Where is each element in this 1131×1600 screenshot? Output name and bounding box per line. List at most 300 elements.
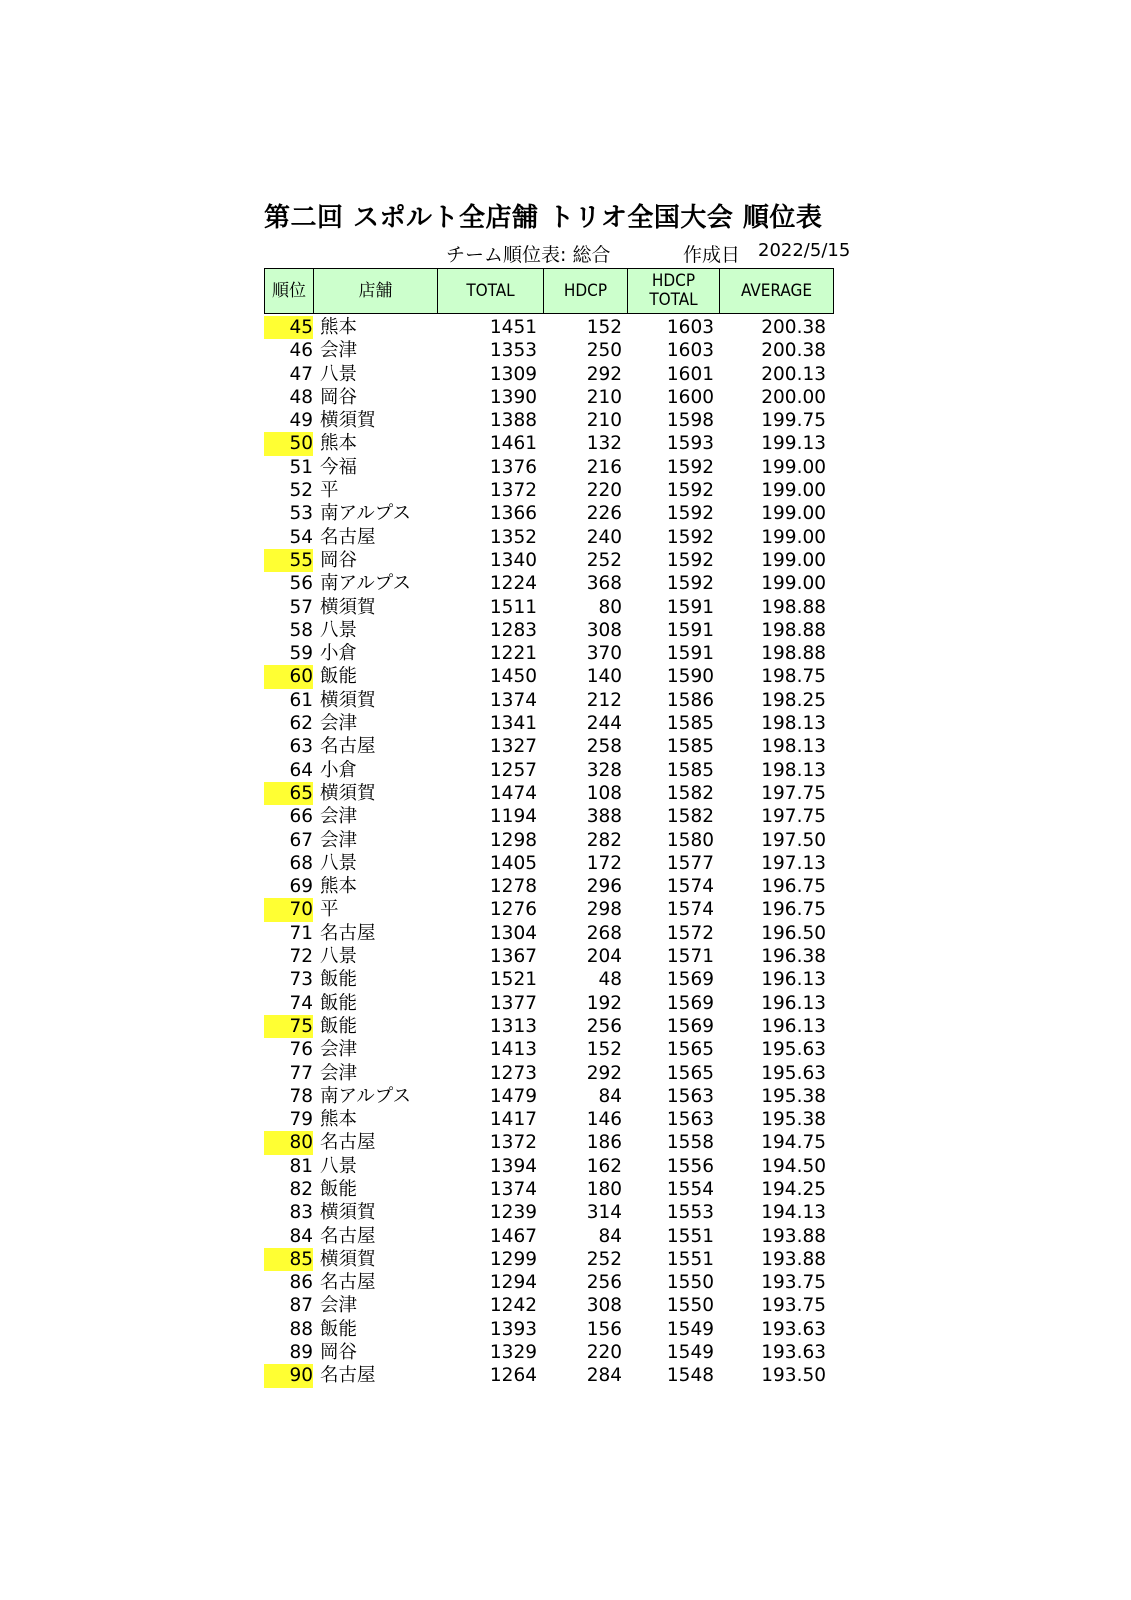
hdcp-cell: 240 <box>586 526 622 548</box>
hdcp-total-cell: 1549 <box>666 1318 714 1340</box>
rank-cell: 83 <box>289 1202 313 1224</box>
table-row <box>264 642 847 665</box>
total-cell: 1299 <box>489 1248 537 1270</box>
table-row <box>264 1341 847 1364</box>
hdcp-total-cell: 1569 <box>666 992 714 1014</box>
average-cell: 193.50 <box>761 1365 826 1387</box>
rank-cell: 80 <box>264 1131 313 1154</box>
hdcp-total-cell: 1550 <box>666 1272 714 1294</box>
store-cell: 南アルプス <box>320 503 412 525</box>
rank-cell: 50 <box>264 432 313 455</box>
store-cell: 会津 <box>320 829 358 851</box>
store-cell: 横須賀 <box>320 1202 376 1224</box>
total-cell: 1367 <box>489 946 537 968</box>
rank-cell: 61 <box>289 689 313 711</box>
average-cell: 194.50 <box>761 1155 826 1177</box>
average-cell: 197.50 <box>761 829 826 851</box>
average-cell: 193.75 <box>761 1272 826 1294</box>
header-rank: 順位 <box>265 269 314 314</box>
hdcp-cell: 186 <box>586 1132 622 1154</box>
hdcp-cell: 292 <box>586 363 622 385</box>
hdcp-cell: 328 <box>586 759 622 781</box>
total-cell: 1461 <box>489 433 537 455</box>
table-row <box>264 735 847 758</box>
average-cell: 200.00 <box>761 386 826 408</box>
store-cell: 横須賀 <box>320 1248 376 1270</box>
average-cell: 197.13 <box>761 852 826 874</box>
hdcp-total-cell: 1577 <box>666 852 714 874</box>
table-row <box>264 1225 847 1248</box>
table-row <box>264 898 847 921</box>
rank-cell: 71 <box>289 922 313 944</box>
hdcp-total-cell: 1600 <box>666 386 714 408</box>
total-cell: 1451 <box>489 317 537 338</box>
store-cell: 平 <box>320 899 339 921</box>
hdcp-cell: 298 <box>586 899 622 921</box>
hdcp-total-cell: 1592 <box>666 456 714 478</box>
store-cell: 名古屋 <box>320 1225 376 1247</box>
total-cell: 1273 <box>489 1062 537 1084</box>
average-cell: 200.38 <box>761 340 826 362</box>
total-cell: 1405 <box>489 852 537 874</box>
rank-cell: 84 <box>289 1225 313 1247</box>
store-cell: 会津 <box>320 340 358 362</box>
rank-cell: 59 <box>289 643 313 665</box>
table-row <box>264 922 847 945</box>
total-cell: 1474 <box>489 782 537 804</box>
total-cell: 1374 <box>489 689 537 711</box>
hdcp-total-cell: 1592 <box>666 503 714 525</box>
average-cell: 198.13 <box>761 713 826 735</box>
hdcp-cell: 250 <box>586 340 622 362</box>
hdcp-cell: 244 <box>586 713 622 735</box>
rank-cell: 75 <box>264 1015 313 1038</box>
average-cell: 199.13 <box>761 433 826 455</box>
store-cell: 南アルプス <box>320 573 412 595</box>
hdcp-cell: 180 <box>586 1178 622 1200</box>
table-row <box>264 945 847 968</box>
rank-cell: 72 <box>289 946 313 968</box>
average-cell: 199.00 <box>761 456 826 478</box>
table-row <box>264 1248 847 1271</box>
store-cell: 名古屋 <box>320 922 376 944</box>
rank-cell: 79 <box>289 1109 313 1131</box>
rank-cell: 74 <box>289 992 313 1014</box>
header-average: AVERAGE <box>720 269 834 314</box>
store-cell: 横須賀 <box>320 782 376 804</box>
average-cell: 193.63 <box>761 1318 826 1340</box>
hdcp-total-cell: 1569 <box>666 969 714 991</box>
rank-cell: 52 <box>289 480 313 502</box>
hdcp-total-cell: 1569 <box>666 1015 714 1037</box>
total-cell: 1283 <box>489 619 537 641</box>
average-cell: 196.13 <box>761 992 826 1014</box>
rank-cell: 89 <box>289 1342 313 1364</box>
store-cell: 名古屋 <box>320 1132 376 1154</box>
rank-cell: 76 <box>289 1039 313 1061</box>
header-hdcp-total-line1: HDCP <box>651 271 696 291</box>
store-cell: 八景 <box>320 363 358 385</box>
hdcp-total-cell: 1565 <box>666 1039 714 1061</box>
table-row <box>264 829 847 852</box>
rank-cell: 87 <box>289 1295 313 1317</box>
hdcp-total-cell: 1556 <box>666 1155 714 1177</box>
average-cell: 200.38 <box>761 317 826 338</box>
total-cell: 1264 <box>489 1365 537 1387</box>
store-cell: 熊本 <box>320 317 358 338</box>
hdcp-total-cell: 1582 <box>666 782 714 804</box>
store-cell: 名古屋 <box>320 736 376 758</box>
average-cell: 195.63 <box>761 1039 826 1061</box>
table-row <box>264 409 847 432</box>
header-hdcp: HDCP <box>544 269 628 314</box>
hdcp-cell: 204 <box>586 946 622 968</box>
table-row <box>264 1015 847 1038</box>
rank-cell: 60 <box>264 665 313 688</box>
hdcp-total-cell: 1563 <box>666 1085 714 1107</box>
table-row <box>264 875 847 898</box>
store-cell: 名古屋 <box>320 526 376 548</box>
average-cell: 199.00 <box>761 549 826 571</box>
hdcp-cell: 292 <box>586 1062 622 1084</box>
table-row <box>264 386 847 409</box>
store-cell: 八景 <box>320 1155 358 1177</box>
store-cell: 岡谷 <box>320 1342 358 1364</box>
average-cell: 196.38 <box>761 946 826 968</box>
rank-cell: 53 <box>289 503 313 525</box>
average-cell: 199.75 <box>761 410 826 432</box>
average-cell: 198.25 <box>761 689 826 711</box>
hdcp-total-cell: 1592 <box>666 526 714 548</box>
hdcp-total-cell: 1598 <box>666 410 714 432</box>
total-cell: 1276 <box>489 899 537 921</box>
header-total: TOTAL <box>438 269 544 314</box>
hdcp-cell: 226 <box>586 503 622 525</box>
average-cell: 199.00 <box>761 573 826 595</box>
rank-cell: 90 <box>264 1364 313 1387</box>
store-cell: 飯能 <box>320 992 358 1014</box>
rank-cell: 49 <box>289 410 313 432</box>
total-cell: 1377 <box>489 992 537 1014</box>
hdcp-cell: 84 <box>598 1225 622 1247</box>
table-subtitle: チーム順位表: 総合 <box>446 244 611 266</box>
rank-cell: 70 <box>264 898 313 921</box>
rank-cell: 51 <box>289 456 313 478</box>
hdcp-total-cell: 1601 <box>666 363 714 385</box>
total-cell: 1341 <box>489 713 537 735</box>
hdcp-total-cell: 1565 <box>666 1062 714 1084</box>
hdcp-cell: 156 <box>586 1318 622 1340</box>
table-row <box>264 665 847 688</box>
hdcp-cell: 308 <box>586 1295 622 1317</box>
hdcp-total-cell: 1554 <box>666 1178 714 1200</box>
average-cell: 198.13 <box>761 736 826 758</box>
average-cell: 195.63 <box>761 1062 826 1084</box>
average-cell: 193.88 <box>761 1248 826 1270</box>
hdcp-cell: 282 <box>586 829 622 851</box>
hdcp-total-cell: 1603 <box>666 317 714 338</box>
store-cell: 飯能 <box>320 969 358 991</box>
table-row <box>264 596 847 619</box>
total-cell: 1278 <box>489 876 537 898</box>
hdcp-cell: 252 <box>586 1248 622 1270</box>
column-header-row <box>264 268 834 314</box>
hdcp-total-cell: 1574 <box>666 876 714 898</box>
hdcp-total-cell: 1563 <box>666 1109 714 1131</box>
store-cell: 岡谷 <box>320 549 358 571</box>
hdcp-total-cell: 1585 <box>666 713 714 735</box>
rank-cell: 47 <box>289 363 313 385</box>
hdcp-total-cell: 1551 <box>666 1225 714 1247</box>
hdcp-total-cell: 1592 <box>666 573 714 595</box>
table-row <box>264 1131 847 1154</box>
rank-cell: 46 <box>289 340 313 362</box>
hdcp-total-cell: 1550 <box>666 1295 714 1317</box>
store-cell: 飯能 <box>320 1318 358 1340</box>
total-cell: 1352 <box>489 526 537 548</box>
store-cell: 八景 <box>320 619 358 641</box>
total-cell: 1417 <box>489 1109 537 1131</box>
store-cell: 南アルプス <box>320 1085 412 1107</box>
rank-cell: 56 <box>289 573 313 595</box>
hdcp-cell: 368 <box>586 573 622 595</box>
total-cell: 1372 <box>489 1132 537 1154</box>
average-cell: 198.88 <box>761 596 826 618</box>
rank-cell: 77 <box>289 1062 313 1084</box>
total-cell: 1313 <box>489 1015 537 1037</box>
average-cell: 194.25 <box>761 1178 826 1200</box>
average-cell: 195.38 <box>761 1085 826 1107</box>
store-cell: 会津 <box>320 1295 358 1317</box>
rank-cell: 68 <box>289 852 313 874</box>
store-cell: 横須賀 <box>320 410 376 432</box>
total-cell: 1467 <box>489 1225 537 1247</box>
total-cell: 1479 <box>489 1085 537 1107</box>
hdcp-cell: 284 <box>586 1365 622 1387</box>
store-cell: 小倉 <box>320 759 358 781</box>
table-row <box>264 968 847 991</box>
store-cell: 八景 <box>320 852 358 874</box>
rank-cell: 78 <box>289 1085 313 1107</box>
rank-cell: 48 <box>289 386 313 408</box>
average-cell: 196.13 <box>761 1015 826 1037</box>
total-cell: 1511 <box>489 596 537 618</box>
hdcp-cell: 146 <box>586 1109 622 1131</box>
total-cell: 1390 <box>489 386 537 408</box>
average-cell: 196.75 <box>761 876 826 898</box>
hdcp-total-cell: 1553 <box>666 1202 714 1224</box>
hdcp-cell: 212 <box>586 689 622 711</box>
hdcp-cell: 172 <box>586 852 622 874</box>
table-row <box>264 1108 847 1131</box>
rank-cell: 66 <box>289 806 313 828</box>
hdcp-total-cell: 1591 <box>666 619 714 641</box>
rank-cell: 65 <box>264 782 313 805</box>
total-cell: 1372 <box>489 480 537 502</box>
average-cell: 197.75 <box>761 782 826 804</box>
rank-cell: 73 <box>289 969 313 991</box>
hdcp-cell: 108 <box>586 782 622 804</box>
store-cell: 飯能 <box>320 1178 358 1200</box>
hdcp-cell: 162 <box>586 1155 622 1177</box>
hdcp-cell: 216 <box>586 456 622 478</box>
total-cell: 1450 <box>489 666 537 688</box>
hdcp-total-cell: 1580 <box>666 829 714 851</box>
ranking-table-body <box>264 316 847 1388</box>
table-row <box>264 712 847 735</box>
hdcp-total-cell: 1586 <box>666 689 714 711</box>
hdcp-total-cell: 1603 <box>666 340 714 362</box>
table-row <box>264 1085 847 1108</box>
hdcp-cell: 268 <box>586 922 622 944</box>
average-cell: 196.50 <box>761 922 826 944</box>
table-row <box>264 432 847 455</box>
hdcp-cell: 256 <box>586 1272 622 1294</box>
hdcp-cell: 308 <box>586 619 622 641</box>
header-hdcp-total <box>628 269 720 314</box>
rank-cell: 54 <box>289 526 313 548</box>
hdcp-total-cell: 1591 <box>666 643 714 665</box>
store-cell: 小倉 <box>320 643 358 665</box>
average-cell: 193.75 <box>761 1295 826 1317</box>
hdcp-cell: 84 <box>598 1085 622 1107</box>
hdcp-cell: 258 <box>586 736 622 758</box>
table-row <box>264 1318 847 1341</box>
store-cell: 今福 <box>320 456 358 478</box>
rank-cell: 81 <box>289 1155 313 1177</box>
hdcp-total-cell: 1551 <box>666 1248 714 1270</box>
rank-cell: 85 <box>264 1248 313 1271</box>
average-cell: 199.00 <box>761 503 826 525</box>
hdcp-cell: 296 <box>586 876 622 898</box>
hdcp-cell: 48 <box>598 969 622 991</box>
store-cell: 名古屋 <box>320 1272 376 1294</box>
table-row <box>264 549 847 572</box>
store-cell: 熊本 <box>320 433 358 455</box>
hdcp-total-cell: 1591 <box>666 596 714 618</box>
store-cell: 名古屋 <box>320 1365 376 1387</box>
table-row <box>264 456 847 479</box>
table-row <box>264 1294 847 1317</box>
average-cell: 199.00 <box>761 480 826 502</box>
store-cell: 会津 <box>320 806 358 828</box>
store-cell: 熊本 <box>320 1109 358 1131</box>
created-date-value: 2022/5/15 <box>758 240 851 261</box>
hdcp-total-cell: 1571 <box>666 946 714 968</box>
hdcp-cell: 132 <box>586 433 622 455</box>
store-cell: 飯能 <box>320 666 358 688</box>
table-row <box>264 1178 847 1201</box>
header-hdcp-total-line2: TOTAL <box>649 290 698 310</box>
total-cell: 1376 <box>489 456 537 478</box>
average-cell: 195.38 <box>761 1109 826 1131</box>
store-cell: 会津 <box>320 1062 358 1084</box>
hdcp-cell: 314 <box>586 1202 622 1224</box>
hdcp-total-cell: 1582 <box>666 806 714 828</box>
hdcp-cell: 210 <box>586 386 622 408</box>
hdcp-total-cell: 1548 <box>666 1365 714 1387</box>
rank-cell: 88 <box>289 1318 313 1340</box>
hdcp-total-cell: 1592 <box>666 480 714 502</box>
total-cell: 1327 <box>489 736 537 758</box>
total-cell: 1329 <box>489 1342 537 1364</box>
table-row <box>264 1364 847 1387</box>
table-row <box>264 689 847 712</box>
table-row <box>264 759 847 782</box>
average-cell: 200.13 <box>761 363 826 385</box>
average-cell: 198.75 <box>761 666 826 688</box>
hdcp-total-cell: 1558 <box>666 1132 714 1154</box>
average-cell: 193.88 <box>761 1225 826 1247</box>
store-cell: 会津 <box>320 713 358 735</box>
hdcp-cell: 256 <box>586 1015 622 1037</box>
total-cell: 1353 <box>489 340 537 362</box>
average-cell: 198.88 <box>761 619 826 641</box>
page-title: 第二回 スポルト全店舗 トリオ全国大会 順位表 <box>264 203 823 233</box>
hdcp-total-cell: 1590 <box>666 666 714 688</box>
rank-cell: 67 <box>289 829 313 851</box>
rank-cell: 57 <box>289 596 313 618</box>
table-row <box>264 852 847 875</box>
table-row <box>264 316 847 339</box>
rank-cell: 69 <box>289 876 313 898</box>
hdcp-cell: 152 <box>586 1039 622 1061</box>
store-cell: 平 <box>320 480 339 502</box>
total-cell: 1309 <box>489 363 537 385</box>
hdcp-cell: 252 <box>586 549 622 571</box>
average-cell: 193.63 <box>761 1342 826 1364</box>
hdcp-total-cell: 1585 <box>666 736 714 758</box>
hdcp-cell: 80 <box>598 596 622 618</box>
hdcp-total-cell: 1572 <box>666 922 714 944</box>
average-cell: 198.88 <box>761 643 826 665</box>
table-row <box>264 1038 847 1061</box>
average-cell: 194.75 <box>761 1132 826 1154</box>
table-row <box>264 339 847 362</box>
hdcp-cell: 140 <box>586 666 622 688</box>
hdcp-cell: 192 <box>586 992 622 1014</box>
header-store: 店舗 <box>314 269 438 314</box>
table-row <box>264 479 847 502</box>
total-cell: 1374 <box>489 1178 537 1200</box>
store-cell: 岡谷 <box>320 386 358 408</box>
total-cell: 1257 <box>489 759 537 781</box>
hdcp-total-cell: 1592 <box>666 549 714 571</box>
hdcp-cell: 370 <box>586 643 622 665</box>
rank-cell: 62 <box>289 713 313 735</box>
store-cell: 熊本 <box>320 876 358 898</box>
average-cell: 199.00 <box>761 526 826 548</box>
table-row <box>264 572 847 595</box>
table-row <box>264 992 847 1015</box>
table-row <box>264 363 847 386</box>
total-cell: 1413 <box>489 1039 537 1061</box>
table-row <box>264 502 847 525</box>
table-row <box>264 805 847 828</box>
total-cell: 1224 <box>489 573 537 595</box>
table-row <box>264 526 847 549</box>
store-cell: 八景 <box>320 946 358 968</box>
store-cell: 飯能 <box>320 1015 358 1037</box>
average-cell: 197.75 <box>761 806 826 828</box>
rank-cell: 63 <box>289 736 313 758</box>
store-cell: 会津 <box>320 1039 358 1061</box>
hdcp-total-cell: 1549 <box>666 1342 714 1364</box>
total-cell: 1239 <box>489 1202 537 1224</box>
rank-cell: 64 <box>289 759 313 781</box>
rank-cell: 86 <box>289 1272 313 1294</box>
total-cell: 1393 <box>489 1318 537 1340</box>
